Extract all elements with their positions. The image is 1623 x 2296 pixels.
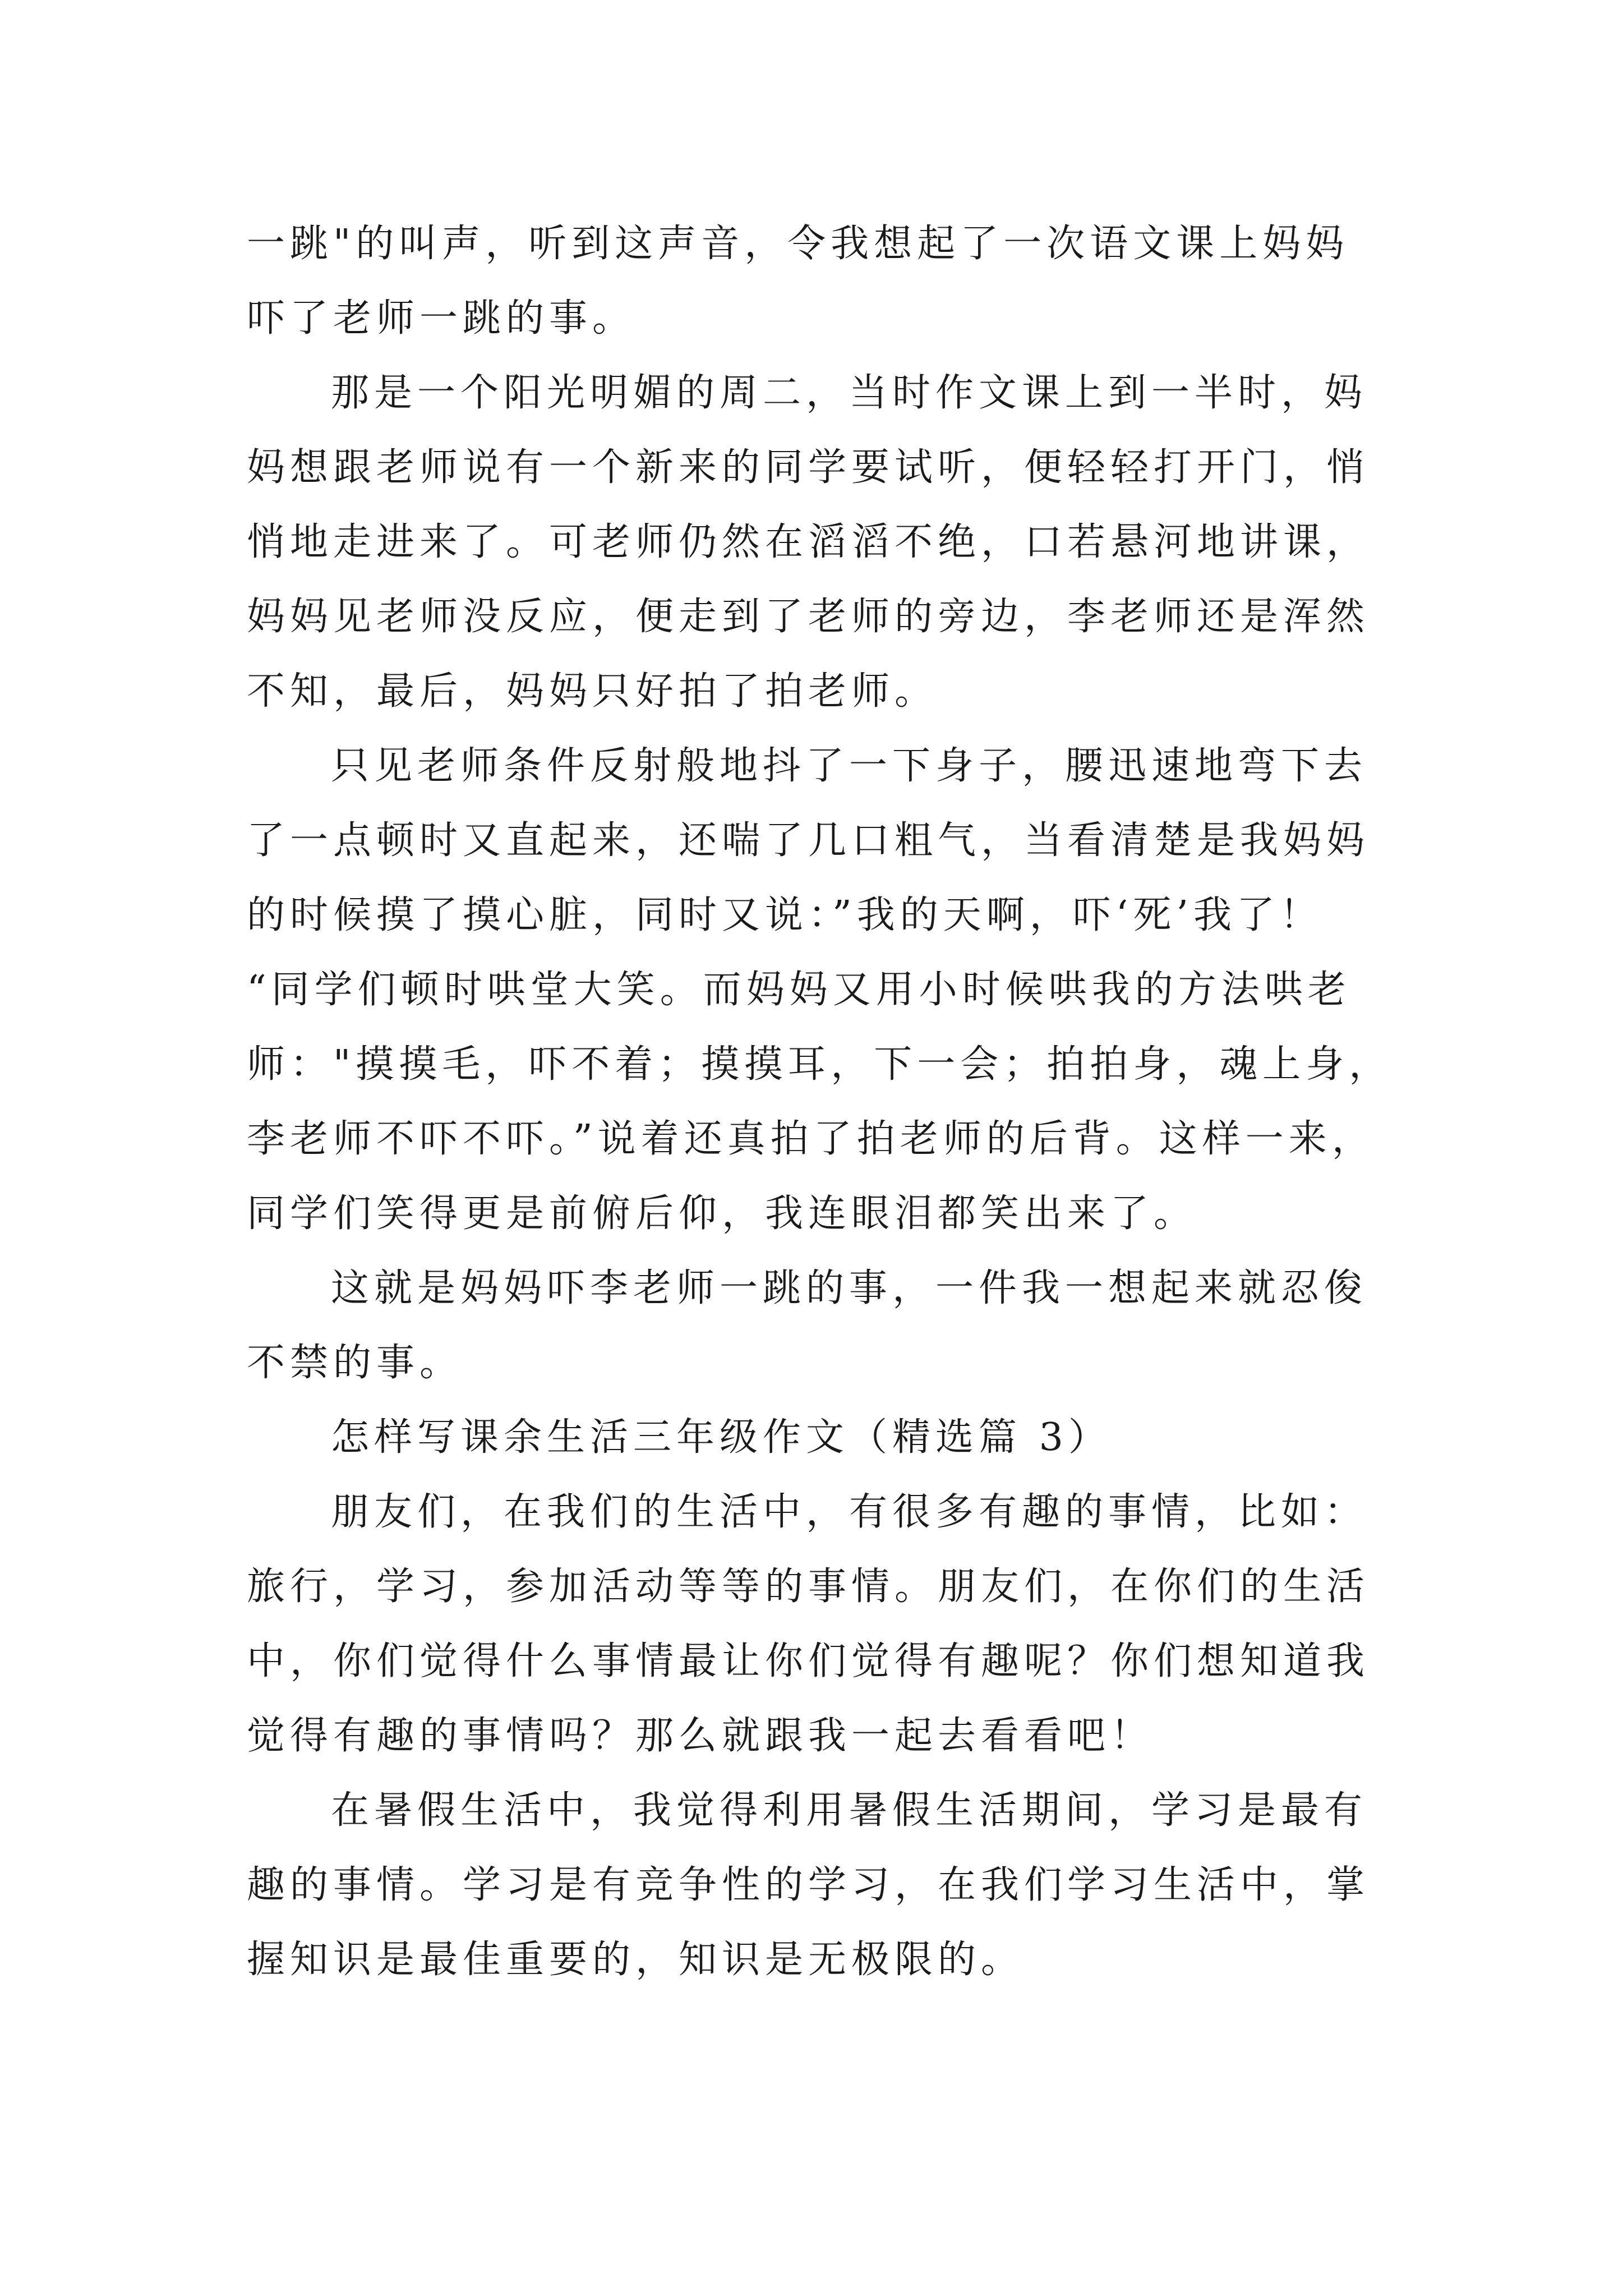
text-line: 师："摸摸毛，吓不着；摸摸耳，下一会；拍拍身，魂上身， (247, 1042, 1393, 1087)
text-line: 不禁的事。 (247, 1341, 463, 1385)
paragraph-first-line: 这就是妈妈吓李老师一跳的事，一件我一想起来就忍俊 (331, 1266, 1368, 1310)
text-line: 旅行，学习，参加活动等等的事情。朋友们，在你们的生活 (247, 1565, 1370, 1609)
text-line: 的时候摸了摸心脏，同时又说：”我的天啊，吓‘死’我了！ (247, 893, 1323, 937)
text-line: 李老师不吓不吓。”说着还真拍了拍老师的后背。这样一来， (247, 1117, 1375, 1161)
text-line: 吓了老师一跳的事。 (247, 296, 636, 341)
text-line: 不知，最后，妈妈只好拍了拍老师。 (247, 669, 938, 714)
paragraph-first-line: 朋友们，在我们的生活中，有很多有趣的事情，比如： (331, 1490, 1368, 1534)
paragraph-first-line: 那是一个阳光明媚的周二，当时作文课上到一半时，妈 (331, 371, 1368, 415)
text-line: 觉得有趣的事情吗？那么就跟我一起去看看吧！ (247, 1714, 1154, 1758)
paragraph-first-line: 只见老师条件反射般地抖了一下身子，腰迅速地弯下去 (331, 744, 1368, 788)
text-line: 中，你们觉得什么事情最让你们觉得有趣呢？你们想知道我 (247, 1639, 1370, 1683)
text-line: 悄地走进来了。可老师仍然在滔滔不绝，口若悬河地讲课， (247, 520, 1370, 564)
paragraph-first-line: 在暑假生活中，我觉得利用暑假生活期间，学习是最有 (331, 1788, 1368, 1833)
text-line: 妈想跟老师说有一个新来的同学要试听，便轻轻打开门，悄 (247, 445, 1370, 490)
text-line: 一跳"的叫声，听到这声音，令我想起了一次语文课上妈妈 (247, 222, 1349, 266)
text-line: 同学们笑得更是前俯后仰，我连眼泪都笑出来了。 (247, 1191, 1197, 1236)
text-line: 了一点顿时又直起来，还喘了几口粗气，当看清楚是我妈妈 (247, 818, 1370, 863)
text-line: 趣的事情。学习是有竞争性的学习，在我们学习生活中，掌 (247, 1863, 1370, 1907)
text-line: “同学们顿时哄堂大笑。而妈妈又用小时候哄我的方法哄老 (247, 968, 1351, 1012)
text-line: 握知识是最佳重要的，知识是无极限的。 (247, 1938, 1025, 1982)
section-heading: 怎样写课余生活三年级作文（精选篇 3） (331, 1415, 1112, 1460)
text-line: 妈妈见老师没反应，便走到了老师的旁边，李老师还是浑然 (247, 595, 1370, 639)
